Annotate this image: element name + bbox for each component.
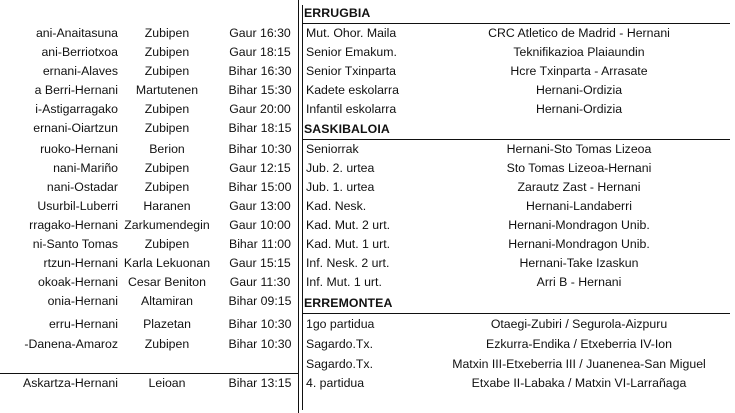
venue: Zubipen xyxy=(144,26,190,40)
list-item xyxy=(0,254,735,273)
match-time: Bihar 10:30 xyxy=(228,317,292,331)
match-name: ani-Berriotxoa xyxy=(41,45,118,59)
match-name: nani-Mariño xyxy=(53,161,118,175)
match-name: ernani-Alaves xyxy=(42,64,118,78)
venue: Martutenen xyxy=(135,83,199,97)
match-name: erru-Hernani xyxy=(48,317,118,331)
list-item xyxy=(0,374,735,393)
match-time: Gaur 13:00 xyxy=(229,199,291,213)
venue: Zubipen xyxy=(144,45,190,59)
match-time: Bihar 11:00 xyxy=(229,237,291,251)
venue: Zubipen xyxy=(144,64,190,78)
game: Sto Tomas Lizeoa-Hernani xyxy=(506,161,652,175)
match-time: Bihar 15:00 xyxy=(228,180,292,194)
game: Hernani-Mondragon Unib. xyxy=(508,218,650,232)
list-item xyxy=(0,216,735,235)
list-item xyxy=(0,178,735,197)
venue: Berion xyxy=(149,142,185,156)
game: Hernani-Landaberri xyxy=(526,199,632,213)
category: Seniorrak xyxy=(306,142,359,156)
game: Teknifikazioa Plaiaundin xyxy=(513,45,645,59)
match-name: onia-Hernani xyxy=(47,294,118,308)
section-title-rugby: ERRUGBIA xyxy=(304,6,371,20)
category: Kad. Mut. 2 urt. xyxy=(306,218,391,232)
list-item xyxy=(0,335,735,354)
category: Sagardo.Tx. xyxy=(306,337,373,351)
match-time: Gaur 15:15 xyxy=(229,256,291,270)
match-name: ani-Anaitasuna xyxy=(35,26,118,40)
match-name: ruoko-Hernani xyxy=(40,142,118,156)
match-time: Bihar 10:30 xyxy=(228,337,292,351)
match-name: i-Astigarragako xyxy=(35,102,118,116)
category: Kad. Nesk. xyxy=(306,199,367,213)
venue: Zubipen xyxy=(144,337,190,351)
venue: Zarkumendegin xyxy=(124,218,210,232)
venue: Plazetan xyxy=(143,317,191,331)
venue: Zubipen xyxy=(144,161,190,175)
category: Kad. Mut. 1 urt. xyxy=(306,237,391,251)
venue: Cesar Beniton xyxy=(128,275,206,289)
match-name: okoak-Hernani xyxy=(38,275,118,289)
list-item xyxy=(0,355,735,374)
rule-under-stone-lifting-header xyxy=(302,313,730,314)
category: Inf. Mut. 1 urt. xyxy=(306,275,382,289)
venue: Zubipen xyxy=(144,237,190,251)
list-item xyxy=(0,159,735,178)
match-name: rtzun-Hernani xyxy=(43,256,118,270)
category: Sagardo.Tx. xyxy=(306,357,373,371)
game: Ezkurra-Endika / Etxeberria IV-Ion xyxy=(486,337,672,351)
match-time: Bihar 09:15 xyxy=(228,294,292,308)
game: Hernani-Ordizia xyxy=(535,83,623,97)
list-item xyxy=(0,100,735,119)
table-row xyxy=(0,119,298,138)
match-time: Bihar 13:15 xyxy=(228,376,292,390)
match-time: Gaur 16:30 xyxy=(229,26,291,40)
game: Hernani-Take Izaskun xyxy=(519,256,639,270)
list-item xyxy=(0,62,735,81)
game: Otaegi-Zubiri / Segurola-Aizpuru xyxy=(490,317,668,331)
table-row xyxy=(0,292,298,311)
match-name: rragako-Hernani xyxy=(29,218,118,232)
match-time: Gaur 10:00 xyxy=(229,218,291,232)
list-item xyxy=(0,140,735,159)
venue: Zubipen xyxy=(144,121,190,135)
match-time: Gaur 18:15 xyxy=(229,45,291,59)
match-time: Bihar 15:30 xyxy=(228,83,292,97)
match-name: nani-Ostadar xyxy=(46,180,118,194)
game: Hcre Txinparta - Arrasate xyxy=(510,64,648,78)
category: Kadete eskolarra xyxy=(306,83,399,97)
venue: Haranen xyxy=(143,199,191,213)
venue: Zubipen xyxy=(144,180,190,194)
list-item xyxy=(0,235,735,254)
match-time: Bihar 16:30 xyxy=(228,64,292,78)
match-name: a Berri-Hernani xyxy=(34,83,118,97)
match-time: Bihar 18:15 xyxy=(228,121,292,135)
game: Hernani-Sto Tomas Lizeoa xyxy=(506,142,652,156)
game: Zarautz Zast - Hernani xyxy=(517,180,641,194)
venue: Leioan xyxy=(148,376,186,390)
game: Arri B - Hernani xyxy=(536,275,622,289)
category: Infantil eskolarra xyxy=(306,102,397,116)
category: Jub. 1. urtea xyxy=(306,180,375,194)
game: Matxin III-Etxeberria III / Juanenea-San Miguel xyxy=(452,357,706,371)
category: Jub. 2. urtea xyxy=(306,161,375,175)
match-name: ni-Santo Tomas xyxy=(32,237,118,251)
list-item xyxy=(0,43,735,62)
list-item xyxy=(0,315,735,334)
list-item xyxy=(0,81,735,100)
game: CRC Atletico de Madrid - Hernani xyxy=(488,26,670,40)
list-item xyxy=(0,197,735,216)
game: Hernani-Mondragon Unib. xyxy=(508,237,650,251)
section-title-basketball: SASKIBALOIA xyxy=(304,122,390,136)
category: Senior Emakum. xyxy=(306,45,397,59)
venue: Zubipen xyxy=(144,102,190,116)
game: Hernani-Ordizia xyxy=(535,102,623,116)
category: Inf. Nesk. 2 urt. xyxy=(306,256,390,270)
category: 4. partidua xyxy=(306,376,365,390)
match-name: ernani-Oiartzun xyxy=(33,121,118,135)
category: 1go partidua xyxy=(306,317,375,331)
match-time: Bihar 10:30 xyxy=(228,142,292,156)
section-title-stone-lifting: ERREMONTEA xyxy=(304,296,393,310)
match-name: Usurbil-Luberri xyxy=(37,199,118,213)
match-time: Gaur 11:30 xyxy=(229,275,291,289)
venue: Karla Lekuonan xyxy=(123,256,211,270)
list-item xyxy=(0,273,735,292)
game: Etxabe II-Labaka / Matxin VI-Larrañaga xyxy=(471,376,687,390)
category: Mut. Ohor. Maila xyxy=(306,26,397,40)
match-time: Gaur 20:00 xyxy=(229,102,291,116)
match-name: Askartza-Hernani xyxy=(23,376,118,390)
venue: Altamiran xyxy=(141,294,193,308)
category: Senior Txinparta xyxy=(306,64,396,78)
match-time: Gaur 12:15 xyxy=(229,161,291,175)
match-name: -Danena-Amaroz xyxy=(24,337,118,351)
list-item xyxy=(0,24,735,43)
